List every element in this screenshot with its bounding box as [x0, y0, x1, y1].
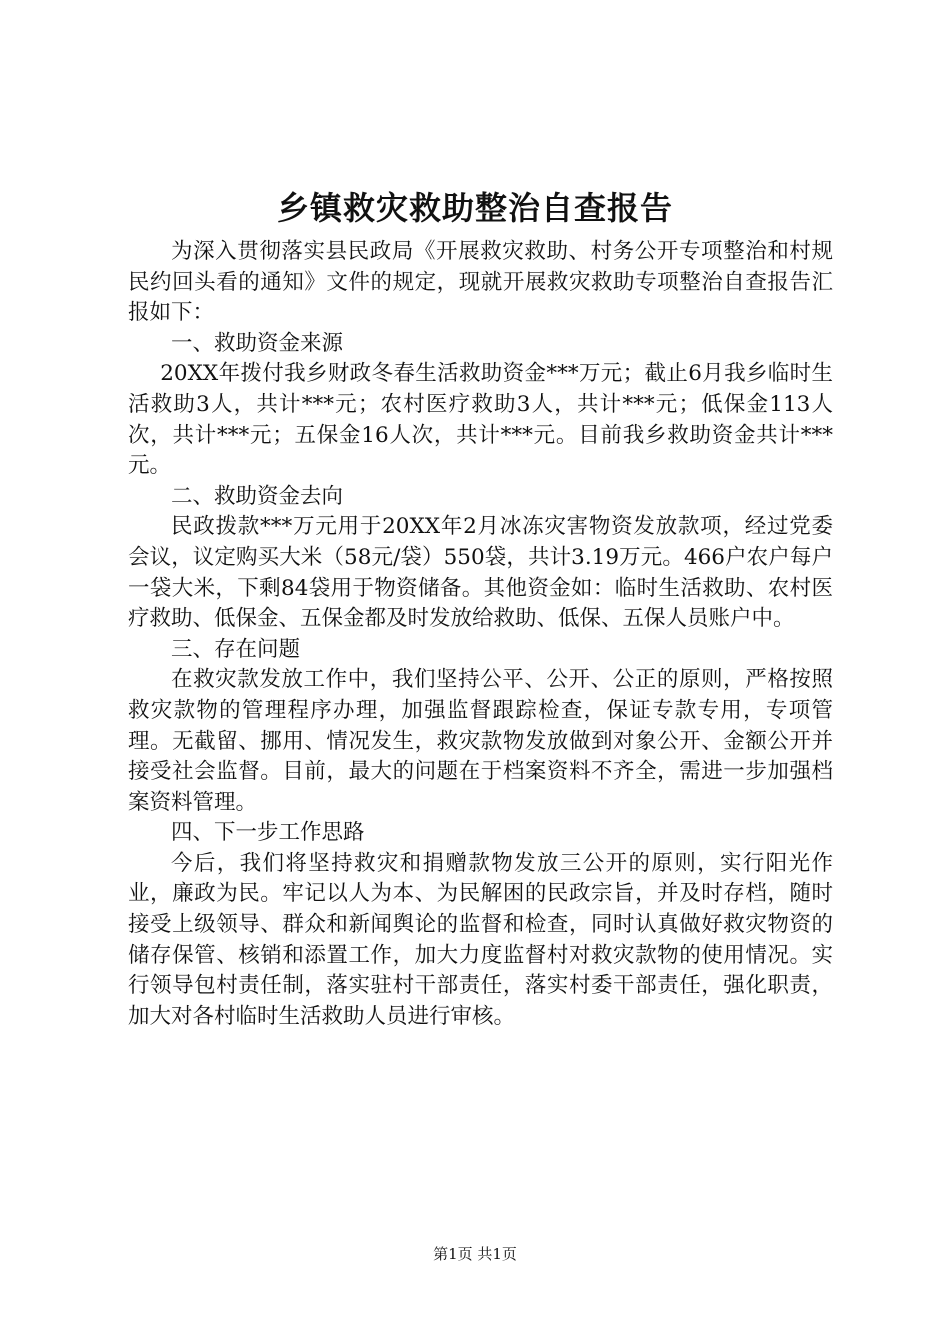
- section-heading-2: 二、救助资金去向: [171, 483, 344, 509]
- section-paragraph-3: 在救灾款发放工作中，我们坚持公平、公开、公正的原则，严格按照救灾款物的管理程序办理，加强监督跟踪检查，保证专款专用，专项管理。无截留、挪用、情况发生，救灾款物发放做到对象公开、金额公开并接受社会监督。目前，最大的问题在于档案资料不齐全，需进一步加强档案资料管理。: [128, 667, 833, 815]
- section-paragraph-2: 民政拨款***万元用于20XX年2月冰冻灾害物资发放款项，经过党委会议，议定购买大米（58元/袋）550袋，共计3.19万元。466户农户每户一袋大米，下剩84袋用于物资储备。其他资金如：临时生活救助、农村医疗救助、低保金、五保金都及时发放给救助、低保、五保人员账户中。: [128, 514, 833, 632]
- document-title: 乡镇救灾救助整治自查报告: [276, 189, 673, 227]
- section-heading-1: 一、救助资金来源: [171, 330, 344, 356]
- document-body: [128, 237, 833, 1032]
- section-heading-4: 四、下一步工作思路: [171, 820, 365, 846]
- section-paragraph-1: 20XX年拨付我乡财政冬春生活救助资金***万元；截止6月我乡临时生活救助3人，共计***元；农村医疗救助3人，共计***元；低保金113人次，共计***元；五保金16人次，共计***元。目前我乡救助资金共计***元。: [128, 361, 833, 479]
- section-heading-3: 三、存在问题: [171, 636, 301, 662]
- section-paragraph-4: 今后，我们将坚持救灾和捐赠款物发放三公开的原则，实行阳光作业，廉政为民。牢记以人为本、为民解困的民政宗旨，并及时存档，随时接受上级领导、群众和新闻舆论的监督和检查，同时认真做好救灾物资的储存保管、核销和添置工作，加大力度监督村对救灾款物的使用情况。实行领导包村责任制，落实驻村干部责任，落实村委干部责任，强化职责，加大对各村临时生活救助人员进行审核。: [128, 850, 833, 1029]
- page-footer: 第1页 共1页: [433, 1245, 517, 1263]
- intro-paragraph: 为深入贯彻落实县民政局《开展救灾救助、村务公开专项整治和村规民约回头看的通知》文件的规定，现就开展救灾救助专项整治自查报告汇报如下：: [128, 239, 833, 326]
